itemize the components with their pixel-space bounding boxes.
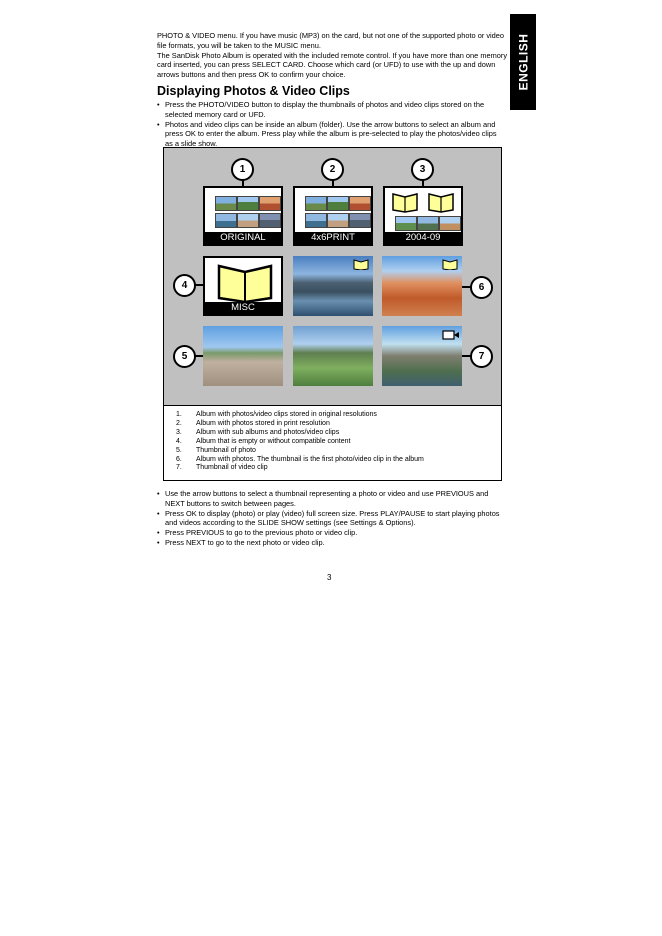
video-camera-icon: [442, 330, 460, 340]
callout-3: 3: [411, 158, 434, 181]
folder-book-icon: [215, 260, 275, 304]
instruction-item: • Press OK to display (photo) or play (video) full screen size. Press PLAY/PAUSE to start playing photos and videos according to the SLIDE SHOW settings (see Settings & Options).: [157, 509, 502, 529]
album-thumbnail-misc[interactable]: [203, 256, 283, 316]
thumbnail-figure: [163, 147, 502, 481]
album-label: ORIGINAL: [205, 232, 281, 244]
legend-row: 3. Album with sub albums and photos/video clips: [176, 428, 340, 436]
callout-7: 7: [470, 345, 493, 368]
album-thumbnail-original[interactable]: [203, 186, 283, 246]
instruction-item: • Press PREVIOUS to go to the previous photo or video clip.: [157, 528, 502, 538]
intro-text: [157, 31, 507, 80]
album-label: 4x6PRINT: [295, 232, 371, 244]
album-label: 2004-09: [385, 232, 461, 244]
photo-thumbnail-hills[interactable]: [293, 326, 373, 386]
legend-row: 5. Thumbnail of photo: [176, 446, 256, 454]
instruction-item: • Press the PHOTO/VIDEO button to display the thumbnails of photos and video clips stored on the selected memory card or UFD.: [157, 100, 502, 120]
photo-album-thumbnail-desert[interactable]: [382, 256, 462, 316]
folder-book-icon: [353, 258, 369, 270]
intro-paragraph: The SanDisk Photo Album is operated with the included remote control. If you have more than one memory card inserted, you can press SELECT CARD. Choose which card (or UFD) to use with the up and down arrows buttons and then press OK to confirm your choice.: [157, 50, 508, 80]
callout-1: 1: [231, 158, 254, 181]
instruction-item: • Use the arrow buttons to select a thumbnail representing a photo or video and use PREVIOUS and NEXT buttons to switch between pages.: [157, 489, 502, 509]
legend-row: 2. Album with photos stored in print resolution: [176, 419, 330, 427]
album-thumbnail-2004-09[interactable]: [383, 186, 463, 246]
folder-book-icon: [442, 258, 458, 270]
instruction-item: • Press NEXT to go to the next photo or video clip.: [157, 538, 502, 548]
album-thumbnail-4x6print[interactable]: [293, 186, 373, 246]
album-label: MISC: [205, 302, 281, 314]
intro-paragraph: PHOTO & VIDEO menu. If you have music (MP3) on the card, but not one of the supported photo or video file formats, you will be taken to the MUSIC menu.: [157, 31, 504, 50]
page-number: 3: [327, 573, 332, 582]
callout-6: 6: [470, 276, 493, 299]
instructions-list-top: [157, 100, 502, 149]
legend-row: 7. Thumbnail of video clip: [176, 464, 268, 472]
instructions-list-bottom: [157, 489, 502, 548]
language-tab-label: ENGLISH: [516, 33, 530, 91]
photo-album-thumbnail-lake[interactable]: [293, 256, 373, 316]
photo-thumbnail-beach[interactable]: [203, 326, 283, 386]
legend-row: 6. Album with photos. The thumbnail is the first photo/video clip in the album: [176, 455, 424, 463]
legend-row: 1. Album with photos/video clips stored in original resolutions: [176, 411, 377, 418]
thumbnail-grid: [164, 148, 501, 406]
language-tab: [510, 14, 536, 110]
instruction-item: • Photos and video clips can be inside an album (folder). Use the arrow buttons to select an album and press OK to enter the album. Press play while the album is pre-selected to play the photos/video clips as a slide show.: [157, 120, 502, 149]
section-heading: Displaying Photos & Video Clips: [157, 84, 350, 98]
folder-book-icon: [391, 191, 459, 213]
legend-row: 4. Album that is empty or without compatible content: [176, 437, 351, 445]
callout-5: 5: [173, 345, 196, 368]
video-thumbnail-bridge[interactable]: [382, 326, 462, 386]
callout-2: 2: [321, 158, 344, 181]
callout-4: 4: [173, 274, 196, 297]
figure-legend: [176, 411, 496, 473]
